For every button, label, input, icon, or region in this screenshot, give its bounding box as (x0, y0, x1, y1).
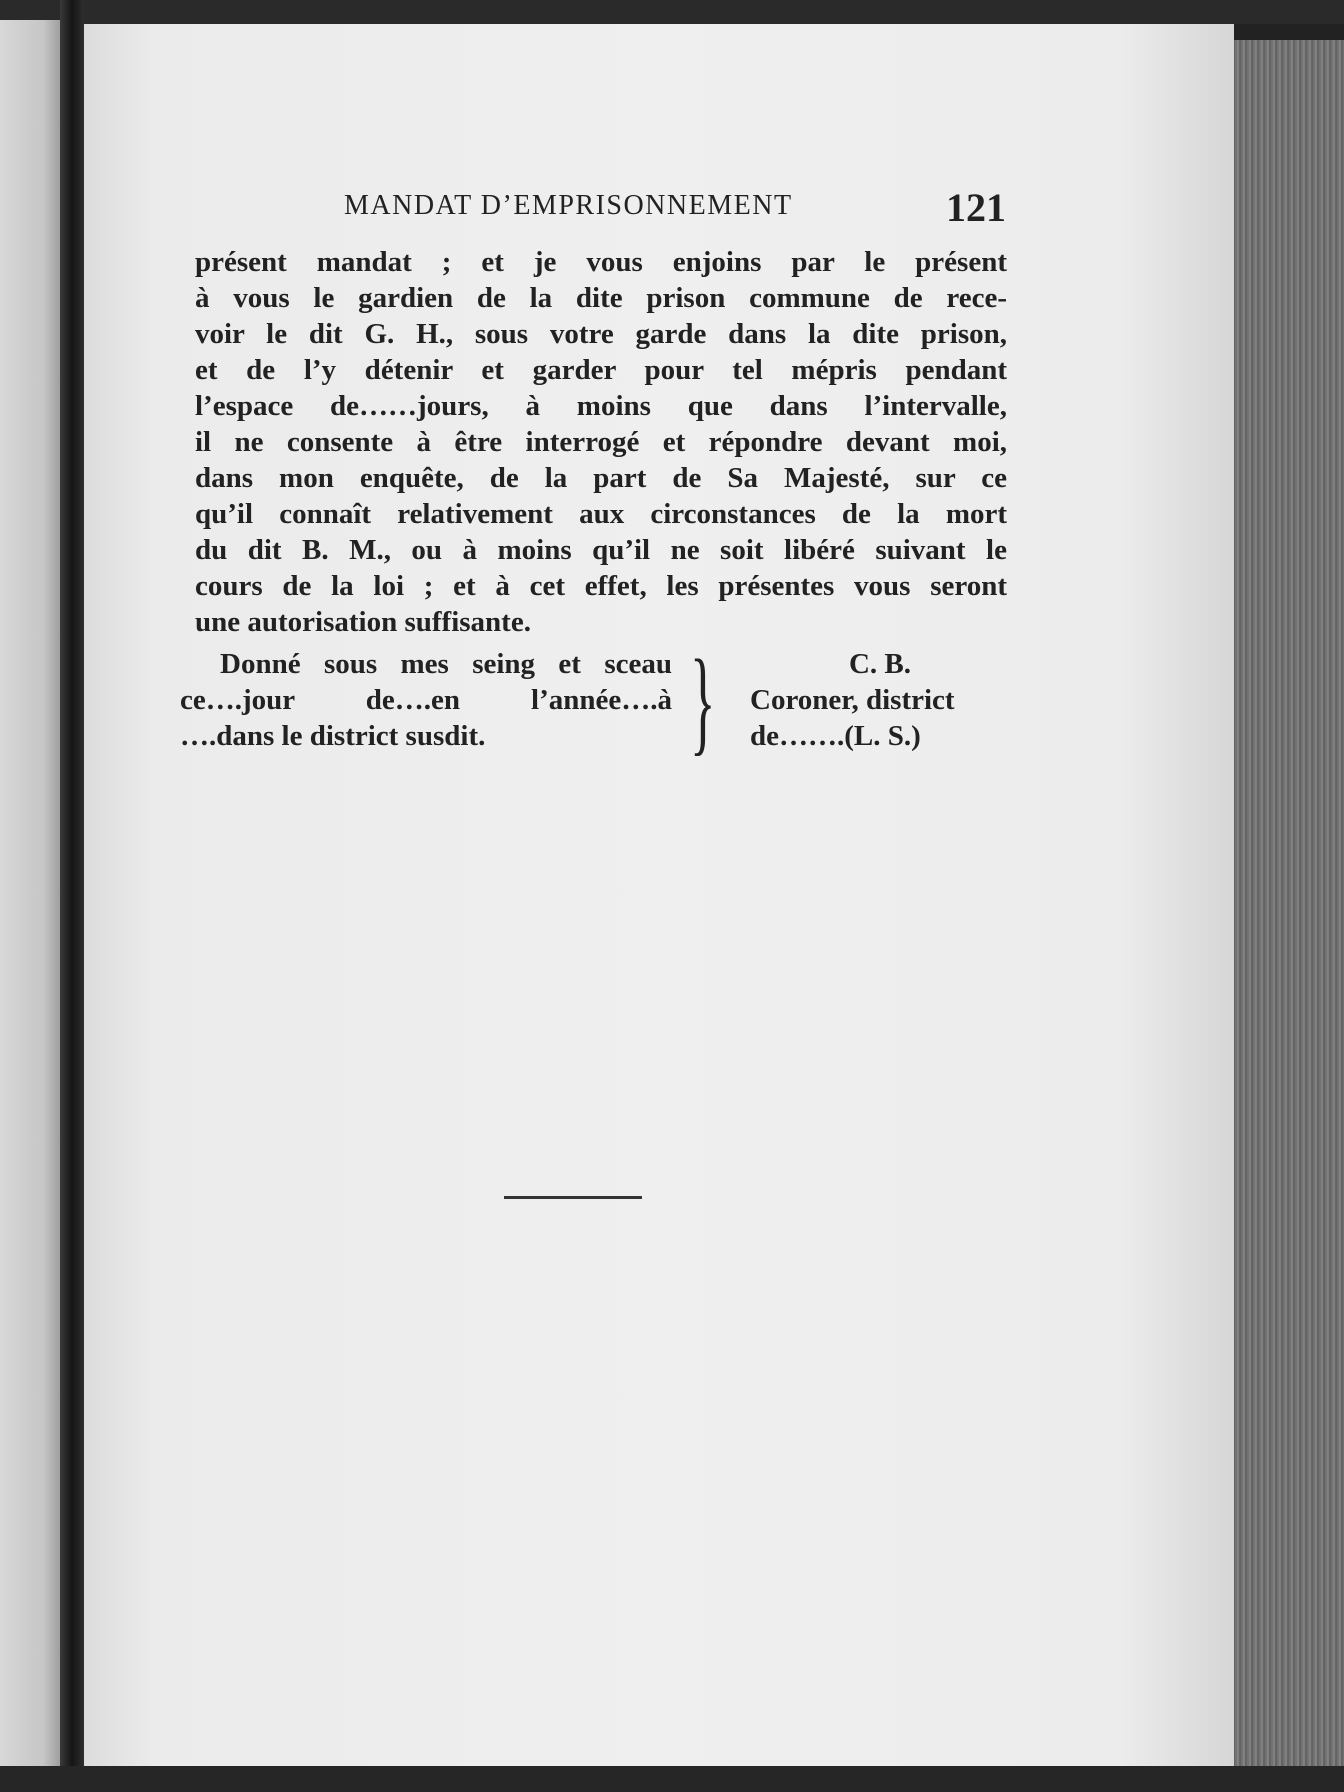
body-line: présent mandat ; et je vous enjoins par le présent (195, 246, 1007, 278)
given-clause (180, 646, 672, 754)
section-rule (504, 1196, 642, 1199)
signer-initials: C. B. (848, 648, 912, 680)
body-line: il ne consente à être interrogé et répondre devant moi, (195, 426, 1007, 458)
book-gutter (60, 0, 84, 1792)
given-line: ce….jour de….en l’année….à (180, 684, 672, 716)
body-line: dans mon enquête, de la part de Sa Majesté, sur ce (195, 462, 1007, 494)
body-line: du dit B. M., ou à moins qu’il ne soit libéré suivant le (195, 534, 1007, 566)
body-line: qu’il connaît relativement aux circonstances de la mort (195, 498, 1007, 530)
body-line: cours de la loi ; et à cet effet, les présentes vous seront (195, 570, 1007, 602)
body-line: l’espace de……jours, à moins que dans l’intervalle, (195, 390, 1007, 422)
scan-top-border (0, 0, 1344, 24)
running-head (344, 184, 1006, 230)
page-number: 121 (946, 185, 1006, 230)
body-line: une autorisation suffisante. (195, 606, 531, 638)
curly-brace: } (690, 635, 716, 766)
given-line: ….dans le district susdit. (180, 720, 486, 752)
running-title: MANDAT D’EMPRISONNEMENT (344, 190, 793, 221)
body-line: et de l’y détenir et garder pour tel mépris pendant (195, 354, 1007, 386)
signature-block (180, 635, 1010, 776)
signer-seal: de…….(L. S.) (750, 720, 921, 752)
body-line: voir le dit G. H., sous votre garde dans la dite prison, (195, 318, 1007, 350)
book-page-stack (1218, 40, 1344, 1792)
body-line: à vous le gardien de la dite prison commune de rece- (195, 282, 1007, 314)
body-paragraph (195, 244, 1007, 640)
given-line: Donné sous mes seing et sceau (220, 648, 672, 680)
scan-bottom-border (0, 1766, 1344, 1792)
signer-title: Coroner, district (750, 684, 955, 716)
signer-clause (750, 646, 1010, 754)
facing-page-edge (0, 20, 62, 1770)
